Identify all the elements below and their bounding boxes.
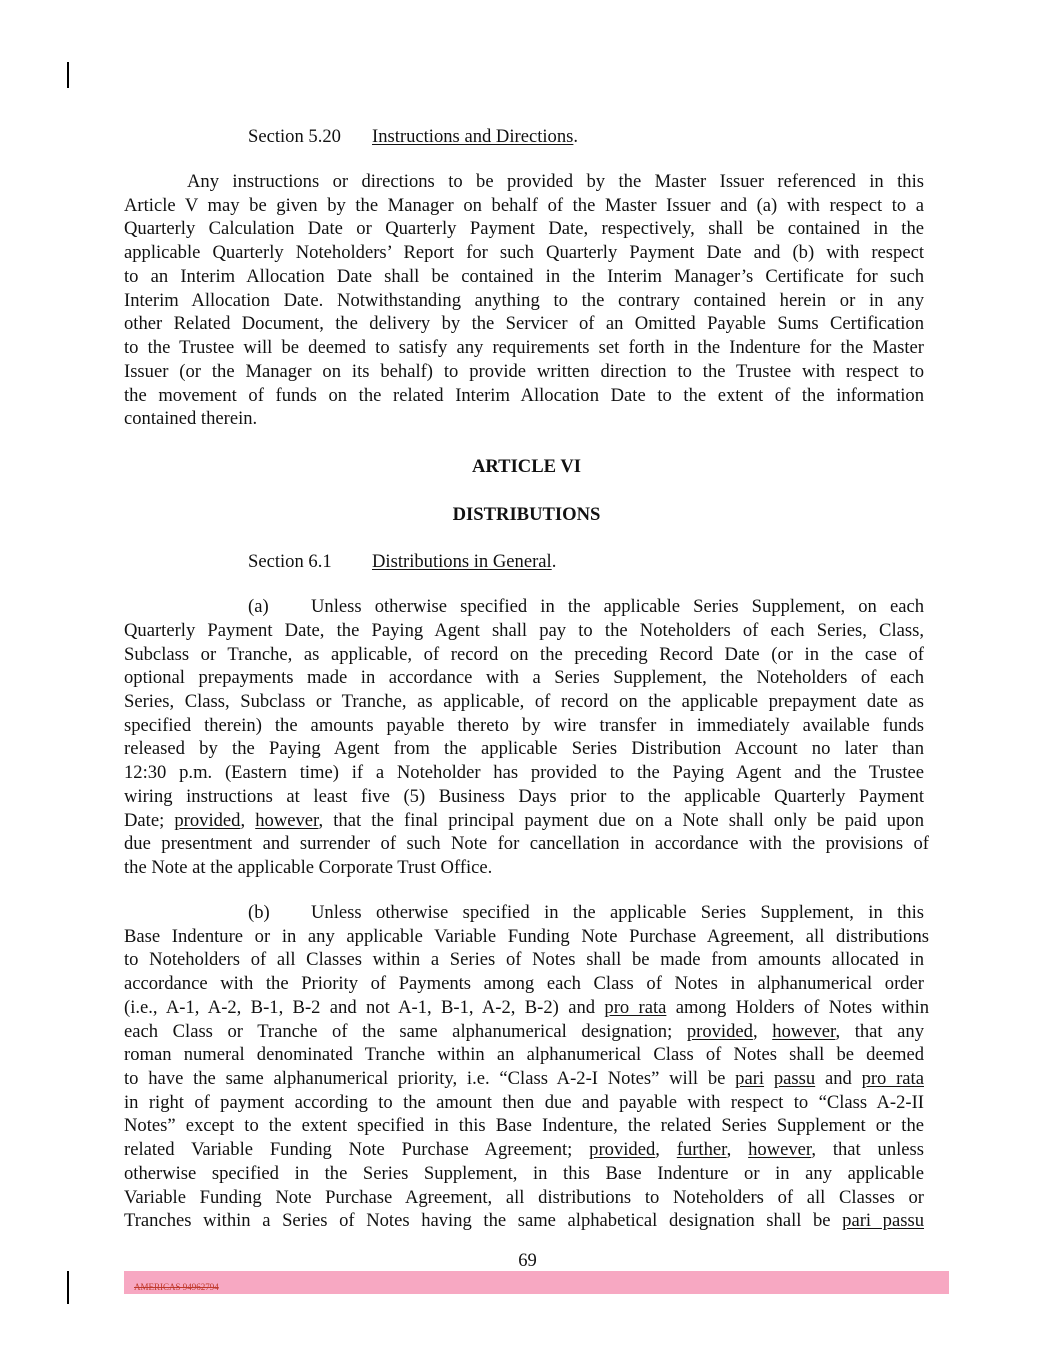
text-run: , bbox=[655, 1139, 677, 1160]
para-b-line: Variable Funding Note Purchase Agreement, all distributions to Noteholders of all Classes or bbox=[124, 1187, 924, 1208]
section-6-1-title-text: Distributions in General bbox=[372, 551, 552, 572]
text-run: , bbox=[240, 810, 256, 831]
para-b-line bbox=[124, 1020, 924, 1044]
section-5-20-title-text: Instructions and Directions bbox=[372, 126, 574, 147]
however-term: however bbox=[255, 810, 319, 831]
text-run: (i.e., A-1, A-2, B-1, B-2 and not A-1, B-1, A-2, B-2) and bbox=[124, 997, 605, 1018]
section-5-20-line: the movement of funds on the related Interim Allocation Date to the extent of the information bbox=[124, 385, 924, 406]
text-run: , bbox=[726, 1139, 749, 1160]
page-number: 69 bbox=[518, 1250, 537, 1271]
para-b-line bbox=[124, 1209, 924, 1233]
para-b-line bbox=[124, 1067, 924, 1091]
para-a-line: Subclass or Tranche, as applicable, of record on the preceding Record Date (or in the case of bbox=[124, 644, 924, 665]
para-b-line: to Noteholders of all Classes within a Series of Notes shall be made from amounts allocated in bbox=[124, 949, 924, 970]
text-run: , that unless bbox=[811, 1139, 925, 1160]
para-a-line: Unless otherwise specified in the applicable Series Supplement, on each bbox=[311, 596, 924, 617]
further-term: further bbox=[676, 1139, 727, 1160]
para-b-line: otherwise specified in the Series Supplement, in this Base Indenture or in any applicable bbox=[124, 1163, 924, 1184]
revision-bar-bottom bbox=[67, 1271, 69, 1304]
text-run: Date; bbox=[124, 810, 175, 831]
article-heading: ARTICLE VI bbox=[471, 456, 582, 477]
section-5-20-line: Interim Allocation Date. Notwithstanding anything to the contrary contained herein or in any bbox=[124, 290, 924, 311]
para-b-line: roman numeral denominated Tranche within an alphanumerical Class of Notes shall be deemed bbox=[124, 1044, 924, 1065]
provided-term: provided bbox=[686, 1021, 753, 1042]
section-5-20-line: Article V may be given by the Manager on behalf of the Master Issuer and (a) with respect to a bbox=[124, 195, 924, 216]
text-run: among Holders of Notes within bbox=[666, 997, 929, 1018]
text-run: , that any bbox=[835, 1021, 924, 1042]
section-5-20-line: contained therein. bbox=[124, 408, 258, 429]
para-a-line: Quarterly Payment Date, the Paying Agent shall pay to the Noteholders of each Series, Class, bbox=[124, 620, 924, 641]
para-b-line: Notes” except to the extent specified in this Base Indenture, the related Series Supplement or the bbox=[124, 1115, 924, 1136]
pari-passu-term: pari passu bbox=[842, 1210, 925, 1231]
para-a-line: optional prepayments made in accordance with a Series Supplement, the Noteholders of each bbox=[124, 667, 924, 688]
section-5-20-line: Any instructions or directions to be provided by the Master Issuer referenced in this bbox=[187, 171, 924, 192]
section-5-20-title-suffix: . bbox=[573, 126, 579, 147]
document-id: AMERICAS 94962794 bbox=[134, 1282, 219, 1292]
section-5-20-line: applicable Quarterly Noteholders’ Report for such Quarterly Payment Date and (b) with respect bbox=[124, 242, 924, 263]
pro-rata-term: pro rata bbox=[861, 1068, 924, 1089]
text-run bbox=[764, 1068, 774, 1089]
para-a-line: Series, Class, Subclass or Tranche, as applicable, of record on the applicable prepayment date as bbox=[124, 691, 924, 712]
para-a-line: released by the Paying Agent from the applicable Series Distribution Account no later than bbox=[124, 738, 924, 759]
para-a-label: (a) bbox=[248, 596, 269, 617]
section-5-20-line: other Related Document, the delivery by the Servicer of an Omitted Payable Sums Certification bbox=[124, 313, 924, 334]
para-b-line bbox=[124, 996, 929, 1020]
section-6-1-title bbox=[372, 550, 556, 574]
section-5-20-title bbox=[372, 125, 578, 149]
para-a-line: the Note at the applicable Corporate Trust Office. bbox=[124, 857, 493, 878]
para-a-line: specified therein) the amounts payable thereto by wire transfer in immediately available funds bbox=[124, 715, 924, 736]
text-run: , that the final principal payment due on a Note shall only be paid upon bbox=[318, 810, 924, 831]
article-subheading: DISTRIBUTIONS bbox=[452, 504, 601, 525]
section-6-1-number: Section 6.1 bbox=[248, 551, 332, 572]
pari-term: pari bbox=[735, 1068, 765, 1089]
text-run: Tranches within a Series of Notes having the same alphabetical designation shall be bbox=[124, 1210, 843, 1231]
provided-term: provided bbox=[589, 1139, 656, 1160]
however-term: however bbox=[772, 1021, 836, 1042]
text-run: related Variable Funding Note Purchase Agreement; bbox=[124, 1139, 590, 1160]
provided-term: provided bbox=[174, 810, 241, 831]
section-5-20-number: Section 5.20 bbox=[248, 126, 341, 147]
section-6-1-title-suffix: . bbox=[551, 551, 557, 572]
however-term: however bbox=[748, 1139, 812, 1160]
text-run: each Class or Tranche of the same alphanumerical designation; bbox=[124, 1021, 687, 1042]
text-run: , bbox=[752, 1021, 773, 1042]
para-b-line: accordance with the Priority of Payments among each Class of Notes in alphanumerical order bbox=[124, 973, 924, 994]
para-b-line: in right of payment according to the amount then due and payable with respect to “Class A-2-II bbox=[124, 1092, 924, 1113]
para-b-line bbox=[124, 1138, 924, 1162]
para-a-line bbox=[124, 809, 924, 833]
section-5-20-line: to an Interim Allocation Date shall be contained in the Interim Manager’s Certificate for such bbox=[124, 266, 924, 287]
section-5-20-line: Issuer (or the Manager on its behalf) to provide written direction to the Trustee with respect to bbox=[124, 361, 924, 382]
passu-term: passu bbox=[773, 1068, 816, 1089]
text-run: to have the same alphanumerical priority, i.e. “Class A-2-I Notes” will be bbox=[124, 1068, 736, 1089]
para-a-line: due presentment and surrender of such Note for cancellation in accordance with the provisions of bbox=[124, 833, 929, 854]
para-b-line: Unless otherwise specified in the applicable Series Supplement, in this bbox=[311, 902, 924, 923]
section-5-20-line: to the Trustee will be deemed to satisfy any requirements set forth in the Indenture for the Master bbox=[124, 337, 924, 358]
pro-rata-term: pro rata bbox=[604, 997, 667, 1018]
footer-band bbox=[124, 1271, 949, 1294]
para-a-line: wiring instructions at least five (5) Business Days prior to the applicable Quarterly Payment bbox=[124, 786, 924, 807]
para-a-line: 12:30 p.m. (Eastern time) if a Noteholder has provided to the Paying Agent and the Trustee bbox=[124, 762, 924, 783]
para-b-line: Base Indenture or in any applicable Variable Funding Note Purchase Agreement, all distributions bbox=[124, 926, 929, 947]
revision-bar-top bbox=[67, 62, 69, 88]
text-run: and bbox=[815, 1068, 862, 1089]
para-b-label: (b) bbox=[248, 902, 270, 923]
section-5-20-line: Quarterly Calculation Date or Quarterly Payment Date, respectively, shall be contained in the bbox=[124, 218, 924, 239]
